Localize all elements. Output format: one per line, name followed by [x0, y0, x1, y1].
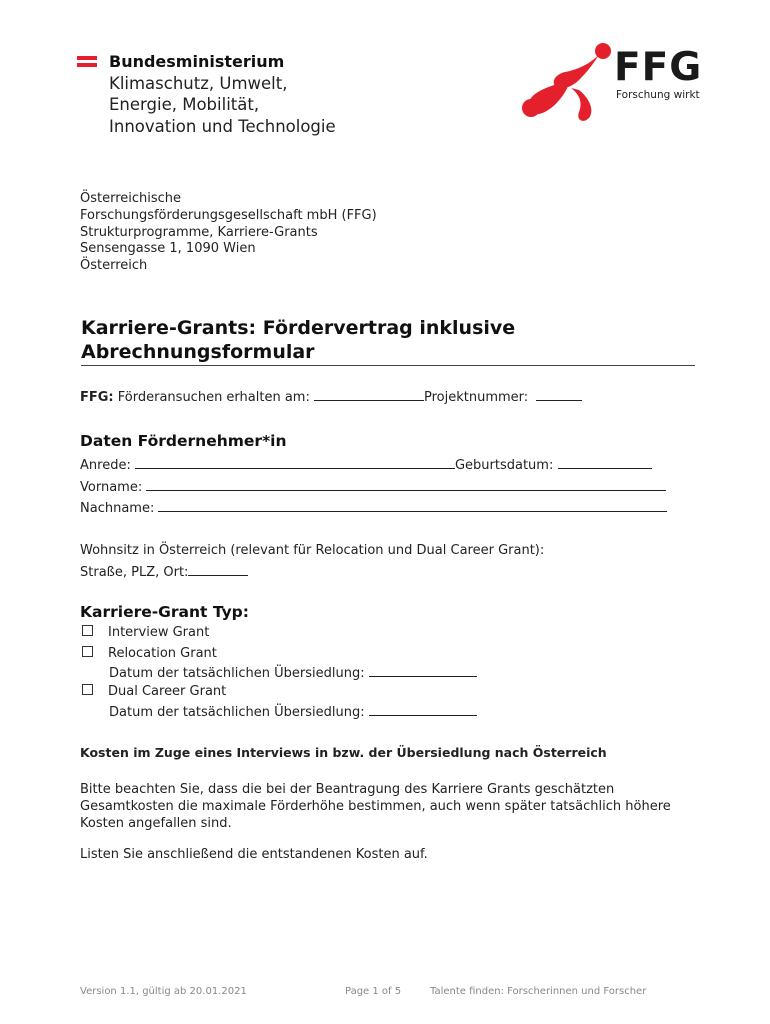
birthdate-field[interactable] — [558, 457, 652, 469]
first-name-field[interactable] — [146, 479, 666, 491]
austrian-flag-icon — [77, 56, 97, 67]
ministry-line-1: Bundesministerium — [109, 52, 285, 71]
footer-version: Version 1.1, gültig ab 20.01.2021 — [80, 986, 247, 997]
address-line: Forschungsförderungsgesellschaft mbH (FFG) — [80, 207, 377, 223]
ffg-tagline: Forschung wirkt — [616, 89, 700, 101]
ministry-line-3: Energie, Mobilität, — [109, 95, 260, 114]
recipient-address — [80, 191, 377, 275]
relocation-date-row — [109, 665, 477, 681]
ministry-line-4: Innovation und Technologie — [109, 116, 336, 136]
street-label: Straße, PLZ, Ort: — [80, 565, 189, 580]
salutation-field[interactable] — [135, 457, 455, 469]
last-name-row — [80, 500, 667, 516]
ministry-logo-text — [109, 51, 336, 137]
address-line: Sensengasse 1, 1090 Wien — [80, 241, 256, 257]
ffg-logo-mark-icon — [521, 42, 611, 124]
last-name-field[interactable] — [158, 500, 667, 512]
address-line: Strukturprogramme, Karriere-Grants — [80, 224, 318, 240]
first-name-label: Vorname: — [80, 480, 143, 495]
first-name-row — [80, 479, 666, 495]
ffg-received-line — [80, 389, 582, 405]
salutation-row — [80, 457, 652, 473]
grant-type-heading: Karriere-Grant Typ: — [80, 603, 249, 621]
relocation-date-label: Datum der tatsächlichen Übersiedlung: — [109, 666, 365, 681]
relocation-grant-label: Relocation Grant — [108, 646, 217, 661]
footer-page-number: Page 1 of 5 — [345, 986, 402, 997]
address-line: Österreichische — [80, 191, 182, 206]
street-row — [80, 564, 248, 580]
salutation-label: Anrede: — [80, 458, 131, 473]
ministry-line-2: Klimaschutz, Umwelt, — [109, 73, 288, 93]
ffg-wordmark: FFG — [614, 45, 703, 90]
interview-grant-label: Interview Grant — [108, 625, 210, 640]
costs-heading: Kosten im Zuge eines Interviews in bzw. der Übersiedlung nach Österreich — [80, 745, 607, 760]
applicant-heading: Daten Fördernehmer*in — [80, 432, 287, 450]
received-date-field[interactable] — [314, 389, 424, 401]
relocation-grant-option[interactable] — [82, 646, 217, 661]
dual-career-date-label: Datum der tatsächlichen Übersiedlung: — [109, 705, 365, 720]
birthdate-label: Geburtsdatum: — [454, 458, 554, 473]
costs-text: Bitte beachten Sie, dass die bei der Beantragung des Karriere Grants geschätzten Gesamtkosten die maximale Förderhöhe bestimmen, auch wenn später tatsächlich höhere Kosten angefallen sind. — [80, 782, 671, 831]
document-title: Karriere-Grants: Fördervertrag inklusive Abrechnungsformular — [81, 316, 695, 366]
received-label: Förderansuchen erhalten am: — [117, 390, 310, 405]
address-line: Österreich — [80, 258, 148, 274]
relocation-date-field[interactable] — [369, 665, 477, 677]
footer-slogan: Talente finden: Forscherinnen und Forscher — [430, 986, 647, 997]
dual-career-date-row — [109, 704, 477, 720]
residence-intro: Wohnsitz in Österreich (relevant für Relocation und Dual Career Grant): — [80, 543, 545, 558]
dual-career-grant-option[interactable] — [82, 684, 226, 699]
interview-grant-checkbox[interactable] — [82, 625, 93, 636]
interview-grant-option[interactable] — [82, 625, 209, 640]
project-number-label: Projektnummer: — [423, 390, 529, 405]
dual-career-date-field[interactable] — [369, 704, 477, 716]
dual-career-grant-checkbox[interactable] — [82, 684, 93, 695]
project-number-field[interactable] — [536, 389, 582, 401]
ffg-label: FFG: — [80, 390, 114, 405]
dual-career-grant-label: Dual Career Grant — [108, 684, 227, 699]
street-field[interactable] — [188, 564, 248, 576]
costs-list-text: Listen Sie anschließend die entstandenen Kosten auf. — [80, 847, 428, 862]
last-name-label: Nachname: — [80, 501, 155, 516]
relocation-grant-checkbox[interactable] — [82, 646, 93, 657]
